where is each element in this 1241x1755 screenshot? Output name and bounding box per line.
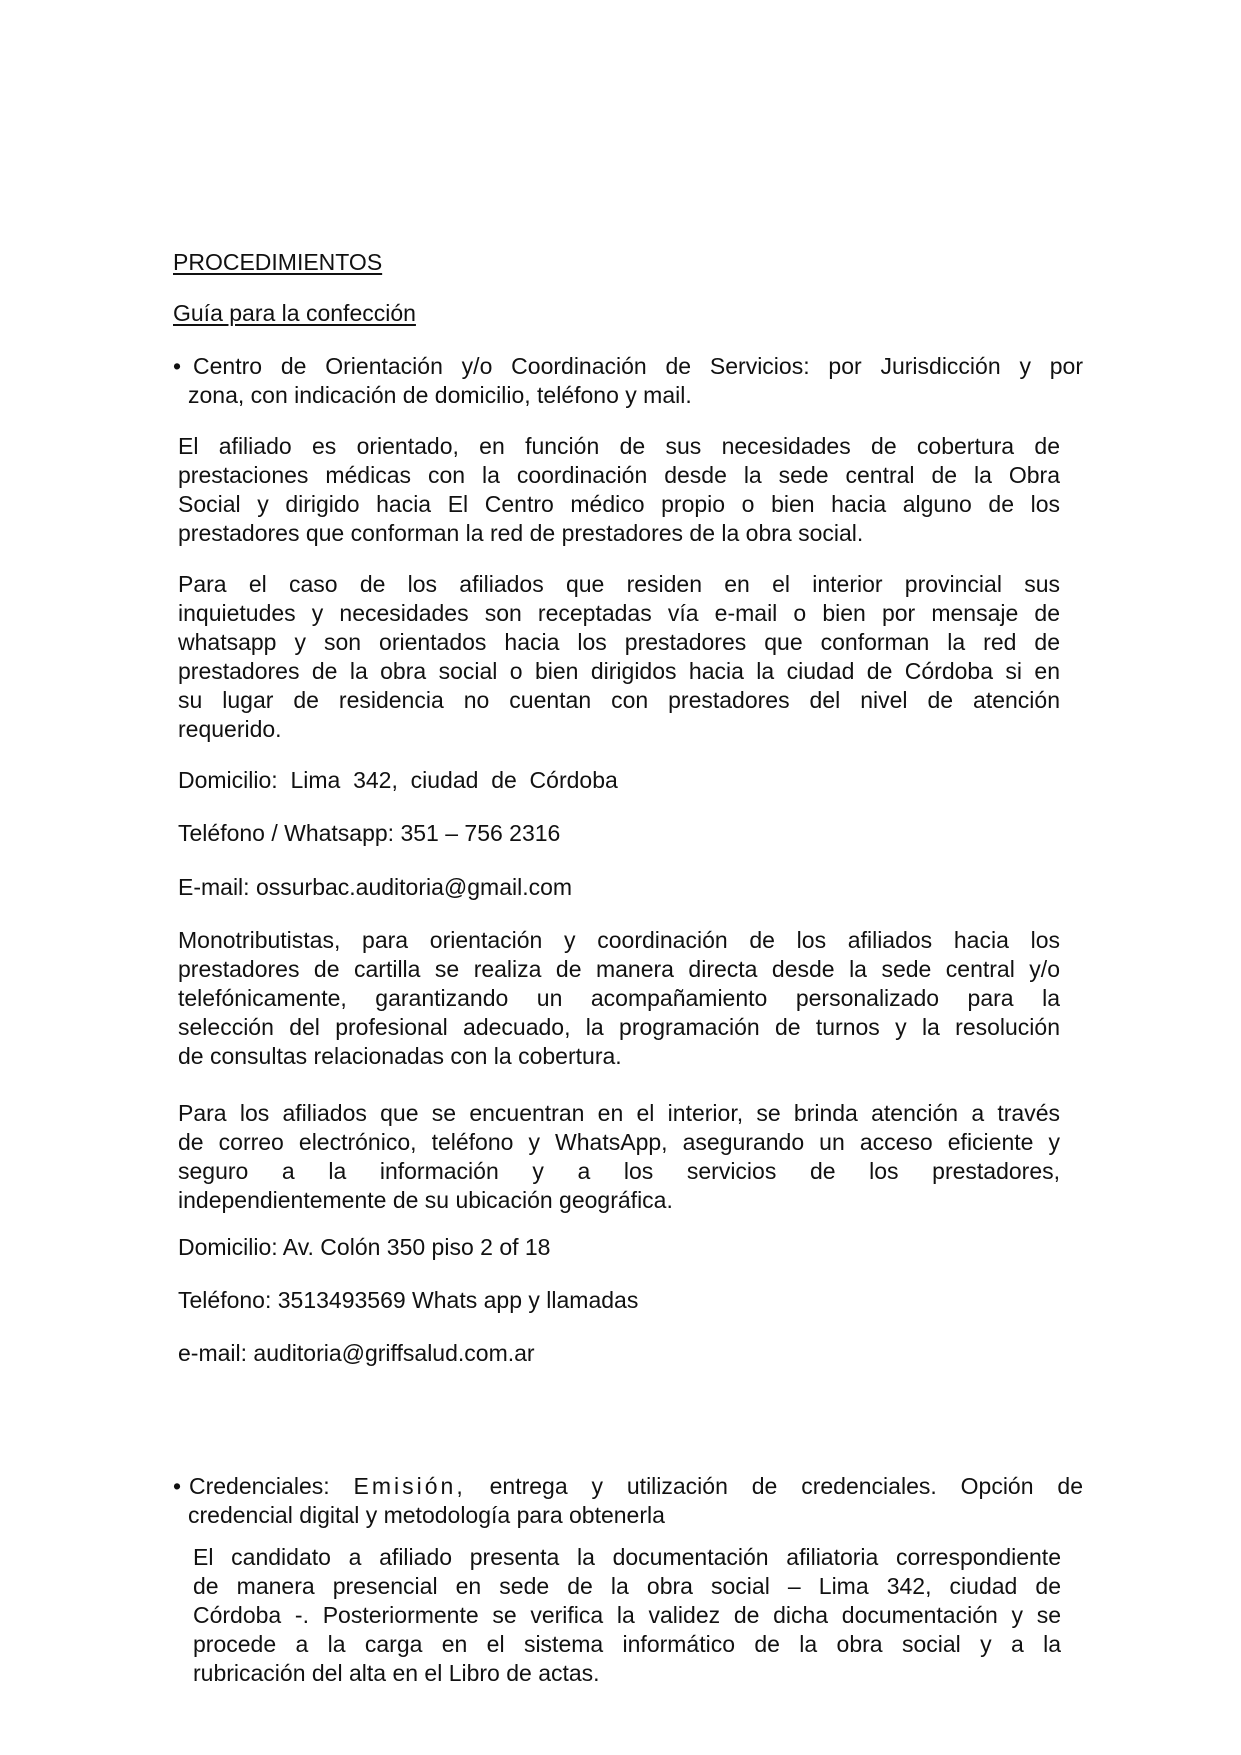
paragraph <box>178 570 1060 744</box>
text-line: selección del profesional adecuado, la programación de turnos y la resolución <box>178 1014 1060 1040</box>
phone-line: Teléfono / Whatsapp: 351 – 756 2316 <box>178 820 561 846</box>
text-line: de correo electrónico, teléfono y WhatsApp, asegurando un acceso eficiente y <box>178 1129 1060 1155</box>
section1-bullet-text <box>193 352 1083 381</box>
text-line: telefónicamente, garantizando un acompañamiento personalizado para la <box>178 985 1060 1011</box>
paragraph <box>178 432 1060 548</box>
text-line: seguro a la información y a los servicios de los prestadores, <box>178 1158 1060 1184</box>
address-line: Domicilio: Lima 342, ciudad de Córdoba <box>178 767 618 793</box>
text-line: whatsapp y son orientados hacia los prestadores que conforman la red de <box>178 629 1060 655</box>
bullet-rest: entrega y utilización de credenciales. Opción de <box>465 1473 1083 1499</box>
text-line: rubricación del alta en el Libro de actas. <box>193 1660 600 1686</box>
bullet-marker: • <box>173 1473 182 1499</box>
text-line: de manera presencial en sede de la obra social – Lima 342, ciudad de <box>193 1573 1061 1599</box>
text-line: independientemente de su ubicación geográfica. <box>178 1187 673 1213</box>
page-subheading: Guía para la confección <box>173 300 416 326</box>
section2-bullet-text <box>189 1472 1083 1501</box>
text-line: de consultas relacionadas con la cobertura. <box>178 1043 622 1069</box>
text-line: Social y dirigido hacia El Centro médico propio o bien hacia alguno de los <box>178 491 1060 517</box>
paragraph <box>178 926 1060 1071</box>
text-line: El candidato a afiliado presenta la documentación afiliatoria correspondiente <box>193 1544 1061 1570</box>
text-line: prestadores que conforman la red de prestadores de la obra social. <box>178 520 864 546</box>
text-line: prestadores de la obra social o bien dirigidos hacia la ciudad de Córdoba si en <box>178 658 1060 684</box>
text-line: requerido. <box>178 716 282 742</box>
email-line: e-mail: auditoria@griffsalud.com.ar <box>178 1340 535 1366</box>
text-line <box>189 1472 1083 1501</box>
page-heading: PROCEDIMIENTOS <box>173 249 383 275</box>
address-line: Domicilio: Av. Colón 350 piso 2 of 18 <box>178 1234 551 1260</box>
bullet-spaced-word: Emisión, <box>353 1473 466 1499</box>
text-line: Centro de Orientación y/o Coordinación de Servicios: por Jurisdicción y por <box>193 353 1083 379</box>
text-line: Monotributistas, para orientación y coordinación de los afiliados hacia los <box>178 927 1060 953</box>
text-line: Para los afiliados que se encuentran en el interior, se brinda atención a través <box>178 1100 1060 1126</box>
text-line: credencial digital y metodología para obtenerla <box>188 1502 665 1528</box>
text-line: inquietudes y necesidades son receptadas vía e-mail o bien por mensaje de <box>178 600 1060 626</box>
email-line: E-mail: ossurbac.auditoria@gmail.com <box>178 874 573 900</box>
text-line: procede a la carga en el sistema informático de la obra social y a la <box>193 1631 1061 1657</box>
paragraph <box>178 1099 1060 1215</box>
bullet-prefix: Credenciales: <box>189 1473 354 1499</box>
phone-line: Teléfono: 3513493569 Whats app y llamadas <box>178 1287 639 1313</box>
bullet-marker: • <box>173 353 182 379</box>
text-line: prestaciones médicas con la coordinación desde la sede central de la Obra <box>178 462 1060 488</box>
paragraph <box>193 1543 1061 1688</box>
text-line: Para el caso de los afiliados que residen en el interior provincial sus <box>178 571 1060 597</box>
text-line: zona, con indicación de domicilio, teléfono y mail. <box>188 382 692 408</box>
text-line: su lugar de residencia no cuentan con prestadores del nivel de atención <box>178 687 1060 713</box>
text-line: Córdoba -. Posteriormente se verifica la validez de dicha documentación y se <box>193 1602 1061 1628</box>
text-line: prestadores de cartilla se realiza de manera directa desde la sede central y/o <box>178 956 1060 982</box>
text-line: El afiliado es orientado, en función de sus necesidades de cobertura de <box>178 433 1060 459</box>
